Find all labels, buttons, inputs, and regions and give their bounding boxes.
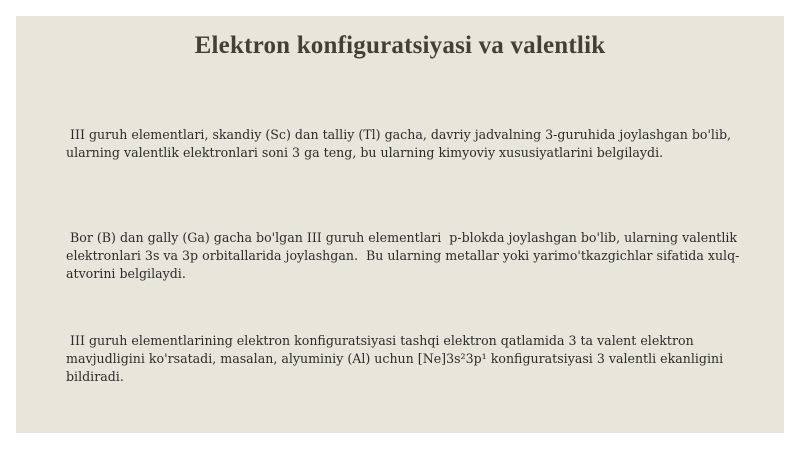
- slide: [16, 16, 784, 433]
- paragraph-1: III guruh elementlari, skandiy (Sc) dan talliy (Tl) gacha, davriy jadvalning 3-guruhida joylashgan bo'lib, ularning valentlik elektronlari soni 3 ga teng, bu ularning kimyoviy xususiyatlarini belgilaydi.: [66, 127, 736, 160]
- paragraph-3: III guruh elementlarining elektron konfiguratsiyasi tashqi elektron qatlamida 3 ta valent elektron mavjudligini ko'rsatadi, masalan, alyuminiy (Al) uchun [Ne]3s²3p¹ konfiguratsiyasi 3 valentli ekanligini bildiradi.: [66, 333, 728, 384]
- slide-title: Elektron konfiguratsiyasi va valentlik: [194, 32, 606, 59]
- paragraph-2: Bor (B) dan gally (Ga) gacha bo'lgan III guruh elementlari p-blokda joylashgan bo'lib, ularning valentlik elektronlari 3s va 3p orbitallarida joylashgan. Bu ularning metallar yoki yarimo'tkazgichlar sifatida xulq-atvorini belgilaydi.: [66, 230, 742, 281]
